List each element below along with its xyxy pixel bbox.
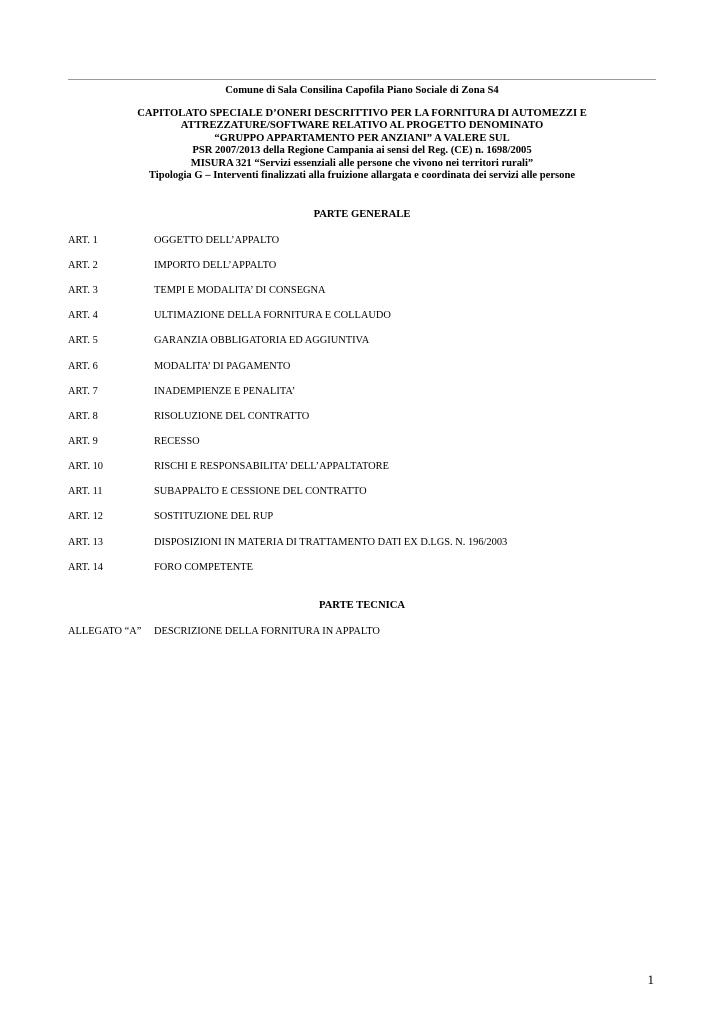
article-title: SOSTITUZIONE DEL RUP [154,511,274,522]
article-title: RISCHI E RESPONSABILITA’ DELL’APPALTATORE [154,461,389,472]
article-title: SUBAPPALTO E CESSIONE DEL CONTRATTO [154,486,367,497]
article-number: ART. 14 [68,562,103,573]
article-number: ART. 3 [68,285,98,296]
section-heading-parte-generale: PARTE GENERALE [313,209,411,220]
title-line: MISURA 321 “Servizi essenziali alle persone che vivono nei territori rurali” [190,157,534,169]
annex-number: ALLEGATO “A” [68,626,142,637]
article-title: GARANZIA OBBLIGATORIA ED AGGIUNTIVA [154,335,370,346]
title-line: Tipologia G – Interventi finalizzati alla fruizione allargata e coordinata dei servizi alle persone [148,170,576,182]
article-number: ART. 12 [68,511,103,522]
article-number: ART. 13 [68,537,103,548]
page-number: 1 [647,972,654,987]
title-line: PSR 2007/2013 della Regione Campania ai sensi del Reg. (CE) n. 1698/2005 [192,145,532,157]
article-number: ART. 5 [68,335,98,346]
article-number: ART. 9 [68,436,98,447]
article-title: INADEMPIENZE E PENALITA’ [154,386,296,397]
article-number: ART. 10 [68,461,103,472]
article-title: OGGETTO DELL’APPALTO [154,235,280,246]
article-title: RECESSO [154,436,200,447]
article-title: MODALITA’ DI PAGAMENTO [154,361,291,372]
article-number: ART. 6 [68,361,98,372]
article-title: FORO COMPETENTE [154,562,254,573]
article-number: ART. 8 [68,411,98,422]
section-heading-parte-tecnica: PARTE TECNICA [318,600,406,611]
article-number: ART. 2 [68,260,98,271]
article-number: ART. 4 [68,310,98,321]
title-line: CAPITOLATO SPECIALE D’ONERI DESCRITTIVO PER LA FORNITURA DI AUTOMEZZI E [137,108,587,119]
article-title: ULTIMAZIONE DELLA FORNITURA E COLLAUDO [154,310,391,321]
article-title: TEMPI E MODALITA’ DI CONSEGNA [154,285,326,296]
document-title [68,108,656,182]
article-number: ART. 11 [68,486,103,497]
title-line: ATTREZZATURE/SOFTWARE RELATIVO AL PROGETTO DENOMINATO [180,120,544,132]
annex-title: DESCRIZIONE DELLA FORNITURA IN APPALTO [154,626,380,637]
article-number: ART. 1 [68,235,98,246]
title-line: “GRUPPO APPARTAMENTO PER ANZIANI” A VALERE SUL [214,132,510,144]
article-number: ART. 7 [68,386,98,397]
article-title: RISOLUZIONE DEL CONTRATTO [154,411,310,422]
header-rule [68,79,656,80]
document-header: Comune di Sala Consilina Capofila Piano Sociale di Zona S4 [225,85,499,96]
article-title: IMPORTO DELL’APPALTO [154,260,277,271]
article-title: DISPOSIZIONI IN MATERIA DI TRATTAMENTO DATI EX D.LGS. N. 196/2003 [154,537,508,548]
